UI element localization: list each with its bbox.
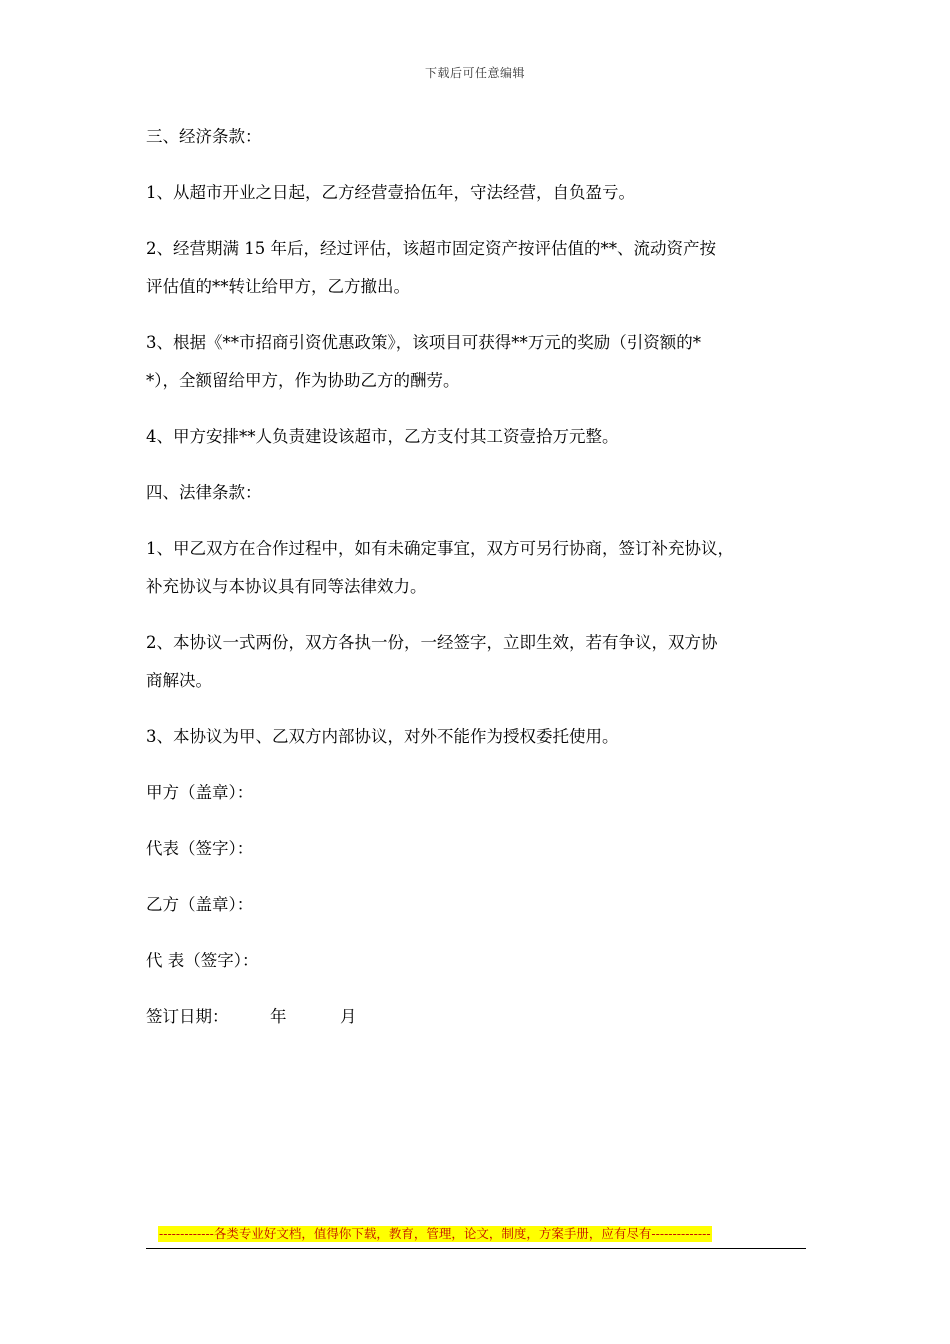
clause-legal-2 [146, 624, 822, 700]
footer-banner-text: -------------各类专业好文档，值得你下载，教育，管理，论文，制度，方案手册，应有尽有-------------- [159, 1226, 711, 1241]
sign-date-month: 月 [340, 1007, 357, 1026]
clause-economic-1 [146, 174, 822, 212]
clause-line: 3、本协议为甲、乙双方内部协议，对外不能作为授权委托使用。 [146, 727, 619, 746]
clause-line: 评估值的**转让给甲方，乙方撤出。 [146, 277, 410, 296]
sign-date-label: 签订日期： [146, 1007, 229, 1026]
clause-line: 3、根据《**市招商引资优惠政策》，该项目可获得**万元的奖励（引资额的* [146, 333, 701, 352]
clause-line: 商解决。 [146, 671, 212, 690]
party-b-rep-label: 代 表（签字）： [146, 951, 259, 970]
clause-line: 1、甲乙双方在合作过程中，如有未确定事宜，双方可另行协商，签订补充协议， [146, 539, 734, 558]
clause-line: 1、从超市开业之日起，乙方经营壹拾伍年，守法经营，自负盈亏。 [146, 183, 635, 202]
clause-line: *），全额留给甲方，作为协助乙方的酬劳。 [146, 371, 460, 390]
section-title-legal: 四、法律条款： [146, 483, 262, 502]
clause-line: 2、本协议一式两份，双方各执一份，一经签字，立即生效，若有争议，双方协 [146, 633, 718, 652]
clause-legal-3 [146, 718, 822, 756]
party-b-seal-label: 乙方（盖章）： [146, 895, 254, 914]
clause-economic-3 [146, 324, 822, 400]
sign-date-year: 年 [270, 1007, 287, 1026]
sign-date-line [146, 998, 822, 1036]
clause-line: 2、经营期满 15 年后，经过评估，该超市固定资产按评估值的**、流动资产按 [146, 239, 716, 258]
party-a-seal-label: 甲方（盖章）： [146, 783, 254, 802]
page-header: 下载后可任意编辑 [424, 66, 525, 80]
clause-economic-4 [146, 418, 822, 456]
party-a-rep-label: 代表（签字）： [146, 839, 254, 858]
section-title-economic: 三、经济条款： [146, 127, 262, 146]
clause-legal-1 [146, 530, 822, 606]
page-footer [146, 1226, 806, 1249]
clause-line: 补充协议与本协议具有同等法律效力。 [146, 577, 427, 596]
document-body [146, 118, 822, 1036]
clause-economic-2 [146, 230, 822, 306]
clause-line: 4、甲方安排**人负责建设该超市，乙方支付其工资壹拾万元整。 [146, 427, 619, 446]
